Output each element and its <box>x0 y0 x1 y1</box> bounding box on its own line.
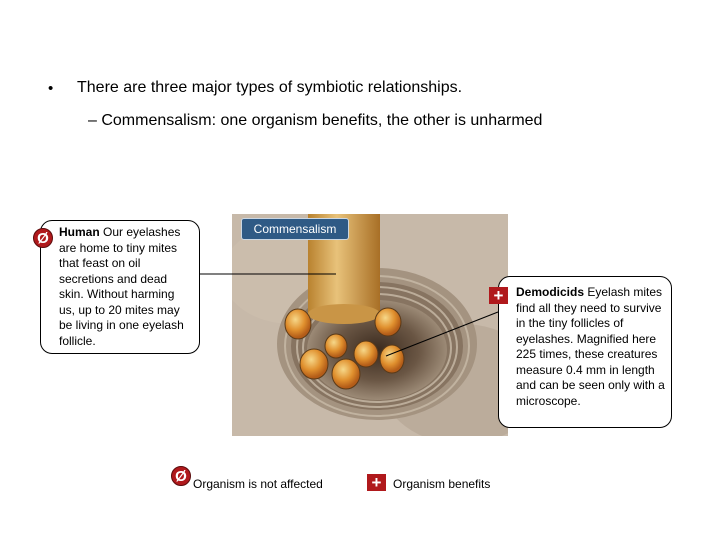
legend-not-affected-icon: Ø <box>171 466 191 486</box>
demodicids-description: Eyelash mites find all they need to survive in the tiny follicles of eyelashes. Magnified here 225 times, these creatures measure 0.4 mm in length and can be seen only with a microscope. <box>516 285 665 408</box>
commensalism-label: Commensalism <box>241 218 349 240</box>
demodicids-title: Demodicids <box>516 285 585 299</box>
demodicids-callout <box>498 276 672 428</box>
human-description: Our eyelashes are home to tiny mites that feast on oil secretions and dead skin. Without harming us, up to 20 mites may be living in one eyelash follicle. <box>59 225 184 348</box>
sub-bullet-text: – Commensalism: one organism benefits, the other is unharmed <box>88 112 543 129</box>
human-title: Human <box>59 225 100 239</box>
legend-not-affected-text: Organism is not affected <box>193 477 323 491</box>
not-affected-icon: Ø <box>33 228 53 248</box>
legend-benefits-icon: + <box>367 474 386 491</box>
human-callout <box>40 220 200 354</box>
bullet-text: There are three major types of symbiotic relationships. <box>77 79 463 96</box>
legend-benefits-text: Organism benefits <box>393 477 491 491</box>
bullet-marker: • <box>48 80 54 97</box>
benefits-icon: + <box>489 287 508 304</box>
